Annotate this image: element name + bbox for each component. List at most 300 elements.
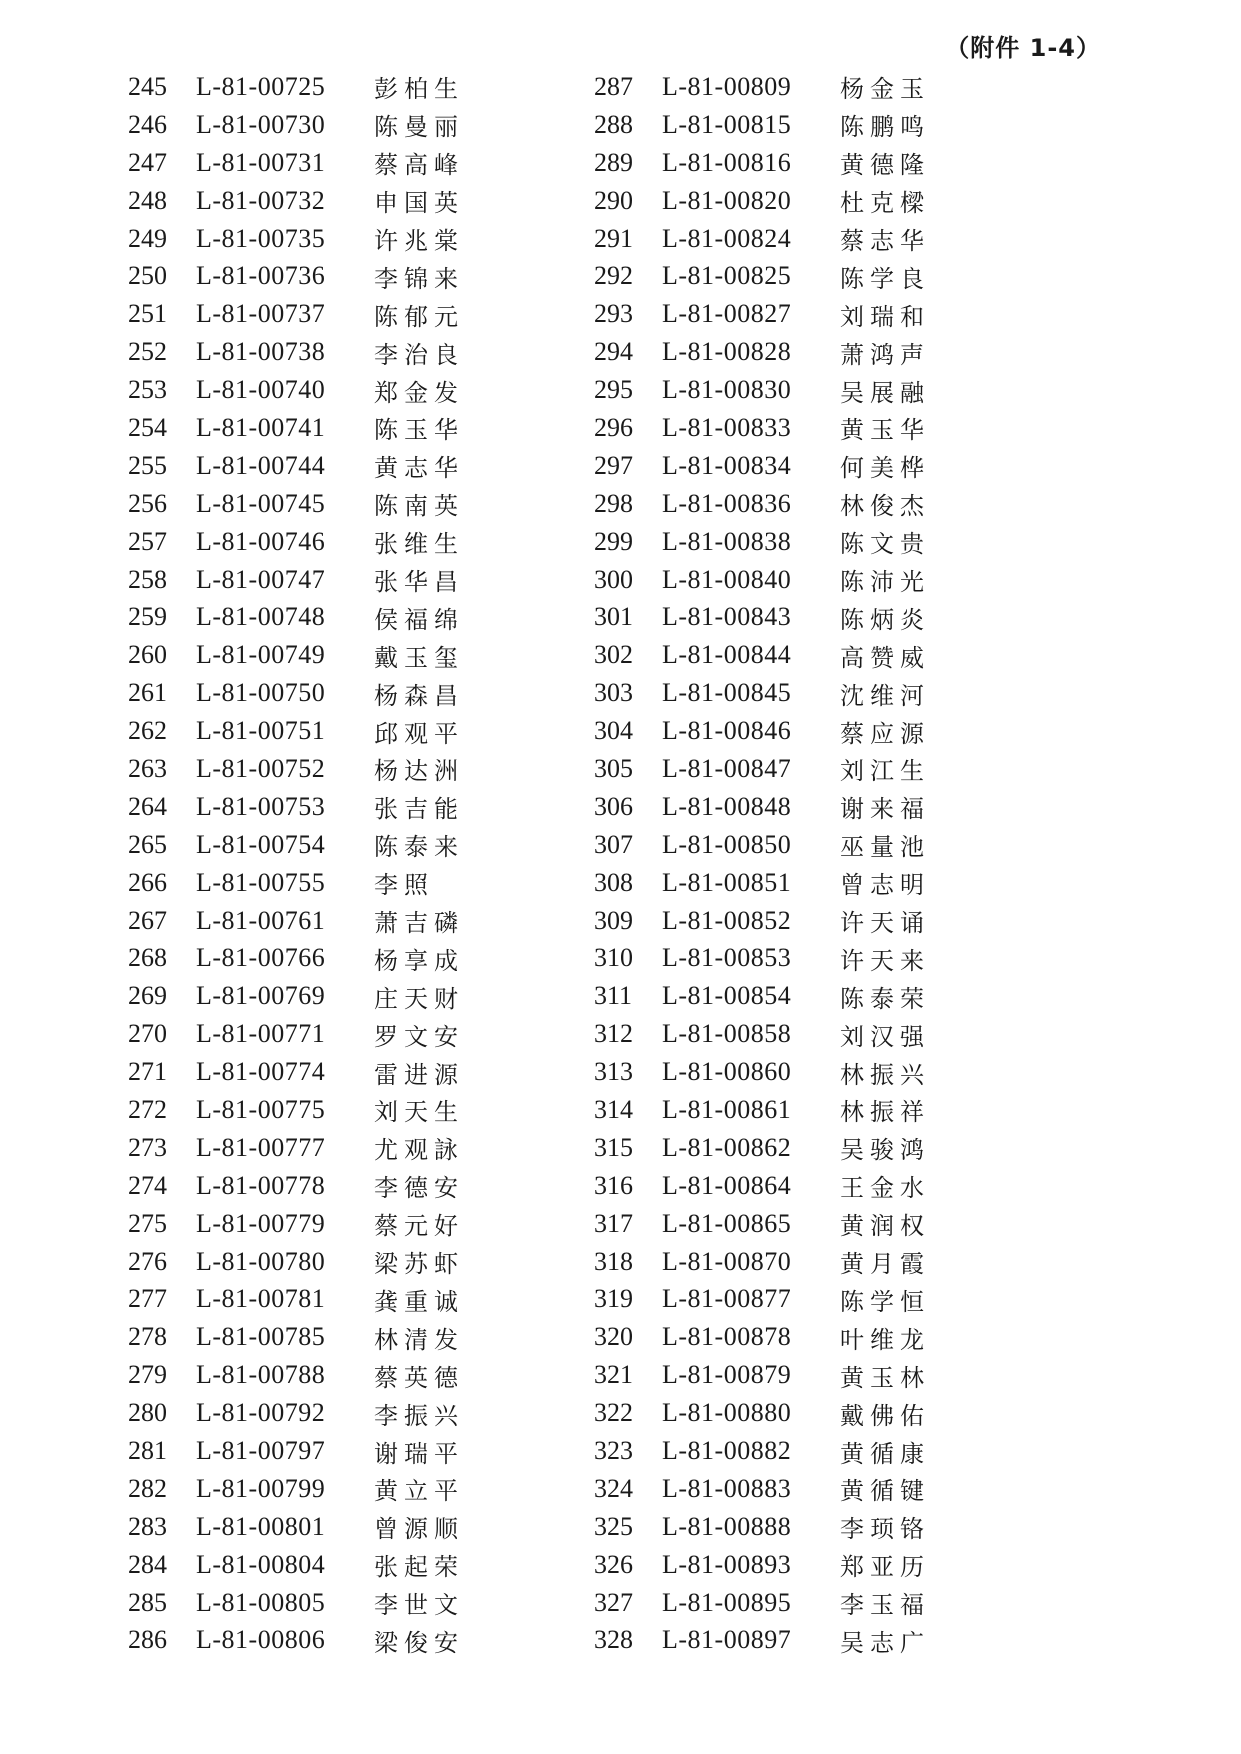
registration-code: L-81-00781 (196, 1284, 326, 1314)
person-name: 吴展融 (840, 378, 930, 407)
entry-number: 294 (594, 337, 633, 367)
registration-code: L-81-00870 (662, 1246, 792, 1276)
list-item (594, 1281, 1054, 1319)
right-column (594, 68, 1054, 1659)
entry-number: 264 (128, 791, 167, 821)
list-item (128, 902, 588, 940)
registration-code: L-81-00809 (662, 71, 792, 101)
registration-code: L-81-00840 (662, 564, 792, 594)
entry-number: 306 (594, 791, 633, 821)
person-name: 罗文安 (374, 1022, 464, 1051)
registration-code: L-81-00895 (662, 1587, 792, 1617)
list-item (128, 144, 588, 182)
person-name: 李锦来 (374, 264, 464, 293)
entry-number: 263 (128, 753, 167, 783)
person-name: 黄德隆 (840, 151, 930, 180)
entry-number: 320 (594, 1322, 633, 1352)
list-item (128, 295, 588, 333)
person-name: 黄循键 (840, 1477, 930, 1506)
registration-code: L-81-00864 (662, 1170, 792, 1200)
registration-code: L-81-00844 (662, 640, 792, 670)
registration-code: L-81-00774 (196, 1057, 326, 1087)
list-item (128, 1508, 588, 1546)
person-name: 张华昌 (374, 568, 464, 597)
entry-number: 255 (128, 450, 167, 480)
entry-number: 258 (128, 564, 167, 594)
entry-number: 299 (594, 526, 633, 556)
list-item (594, 1129, 1054, 1167)
entry-number: 291 (594, 223, 633, 253)
registration-code: L-81-00883 (662, 1473, 792, 1503)
person-name: 叶维龙 (840, 1325, 930, 1354)
person-name: 陈曼丽 (374, 113, 464, 142)
entry-number: 312 (594, 1019, 633, 1049)
entry-number: 270 (128, 1019, 167, 1049)
list-item (128, 1470, 588, 1508)
entry-number: 327 (594, 1587, 633, 1617)
person-name: 吴骏鸿 (840, 1136, 930, 1165)
entry-number: 314 (594, 1094, 633, 1124)
entry-number: 324 (594, 1473, 633, 1503)
registration-code: L-81-00799 (196, 1473, 326, 1503)
person-name: 林振祥 (840, 1098, 930, 1127)
list-item (594, 1432, 1054, 1470)
registration-code: L-81-00752 (196, 753, 326, 783)
list-item (594, 598, 1054, 636)
list-item (128, 220, 588, 258)
list-item (128, 674, 588, 712)
person-name: 郑金发 (374, 378, 464, 407)
entry-number: 262 (128, 716, 167, 746)
entry-number: 297 (594, 450, 633, 480)
person-name: 林俊杰 (840, 492, 930, 521)
entry-number: 285 (128, 1587, 167, 1617)
registration-code: L-81-00766 (196, 943, 326, 973)
entry-number: 326 (594, 1549, 633, 1579)
list-item (128, 1243, 588, 1281)
entry-number: 272 (128, 1094, 167, 1124)
entry-number: 275 (128, 1208, 167, 1238)
person-name: 曾源顺 (374, 1515, 464, 1544)
list-item (128, 1281, 588, 1319)
list-item (594, 1091, 1054, 1129)
person-name: 侯福绵 (374, 605, 464, 634)
person-name: 萧鸿声 (840, 340, 930, 369)
entry-number: 245 (128, 71, 167, 101)
person-name: 庄天财 (374, 984, 464, 1013)
registration-code: L-81-00880 (662, 1398, 792, 1428)
person-name: 刘瑞和 (840, 302, 930, 331)
list-item (128, 371, 588, 409)
entry-number: 284 (128, 1549, 167, 1579)
entry-number: 293 (594, 299, 633, 329)
entry-number: 279 (128, 1360, 167, 1390)
registration-code: L-81-00725 (196, 71, 326, 101)
entry-number: 261 (128, 678, 167, 708)
entry-number: 308 (594, 867, 633, 897)
entry-number: 311 (594, 981, 633, 1011)
list-item (594, 1584, 1054, 1622)
list-item (594, 939, 1054, 977)
entry-number: 246 (128, 109, 167, 139)
list-item (128, 864, 588, 902)
registration-code: L-81-00805 (196, 1587, 326, 1617)
list-item (594, 106, 1054, 144)
list-item (594, 257, 1054, 295)
entry-number: 305 (594, 753, 633, 783)
person-name: 蔡元好 (374, 1212, 464, 1241)
registration-code: L-81-00785 (196, 1322, 326, 1352)
list-item (128, 712, 588, 750)
registration-code: L-81-00806 (196, 1625, 326, 1655)
list-item (128, 1015, 588, 1053)
list-item (128, 1205, 588, 1243)
registration-code: L-81-00828 (662, 337, 792, 367)
registration-code: L-81-00852 (662, 905, 792, 935)
registration-code: L-81-00824 (662, 223, 792, 253)
entry-number: 318 (594, 1246, 633, 1276)
entry-number: 256 (128, 488, 167, 518)
person-name: 黄月霞 (840, 1250, 930, 1279)
list-item (594, 1622, 1054, 1660)
entry-number: 302 (594, 640, 633, 670)
entry-number: 278 (128, 1322, 167, 1352)
registration-code: L-81-00779 (196, 1208, 326, 1238)
list-item (594, 864, 1054, 902)
registration-code: L-81-00858 (662, 1019, 792, 1049)
registration-code: L-81-00750 (196, 678, 326, 708)
registration-code: L-81-00834 (662, 450, 792, 480)
entry-number: 247 (128, 147, 167, 177)
list-item (128, 1053, 588, 1091)
registration-code: L-81-00878 (662, 1322, 792, 1352)
list-item (128, 1394, 588, 1432)
attachment-label: （附件 1-4） (945, 34, 1101, 62)
entry-number: 250 (128, 261, 167, 291)
registration-code: L-81-00801 (196, 1511, 326, 1541)
entry-number: 303 (594, 678, 633, 708)
registration-code: L-81-00730 (196, 109, 326, 139)
registration-code: L-81-00815 (662, 109, 792, 139)
entry-number: 259 (128, 602, 167, 632)
registration-code: L-81-00897 (662, 1625, 792, 1655)
person-name: 黄玉林 (840, 1363, 930, 1392)
person-name: 刘汉强 (840, 1022, 930, 1051)
entry-number: 268 (128, 943, 167, 973)
registration-code: L-81-00888 (662, 1511, 792, 1541)
entry-number: 277 (128, 1284, 167, 1314)
list-item (128, 1356, 588, 1394)
person-name: 张起荣 (374, 1553, 464, 1582)
registration-code: L-81-00825 (662, 261, 792, 291)
list-item (128, 939, 588, 977)
person-name: 陈学良 (840, 264, 930, 293)
list-item (594, 712, 1054, 750)
registration-code: L-81-00744 (196, 450, 326, 480)
person-name: 陈南英 (374, 492, 464, 521)
list-item (594, 1546, 1054, 1584)
person-name: 谢瑞平 (374, 1439, 464, 1468)
entry-number: 317 (594, 1208, 633, 1238)
list-item (128, 485, 588, 523)
list-item (594, 788, 1054, 826)
registration-code: L-81-00877 (662, 1284, 792, 1314)
person-name: 杨享成 (374, 946, 464, 975)
list-item (128, 826, 588, 864)
entry-number: 251 (128, 299, 167, 329)
registration-code: L-81-00737 (196, 299, 326, 329)
person-name: 许天来 (840, 946, 930, 975)
registration-code: L-81-00845 (662, 678, 792, 708)
entry-number: 249 (128, 223, 167, 253)
list-item (594, 1318, 1054, 1356)
registration-code: L-81-00838 (662, 526, 792, 556)
person-name: 李照 (374, 871, 434, 900)
person-name: 陈文贵 (840, 530, 930, 559)
list-item (594, 750, 1054, 788)
registration-code: L-81-00820 (662, 185, 792, 215)
entry-number: 289 (594, 147, 633, 177)
entry-number: 307 (594, 829, 633, 859)
list-item (128, 68, 588, 106)
list-item (128, 257, 588, 295)
person-name: 黄立平 (374, 1477, 464, 1506)
person-name: 陈泰来 (374, 833, 464, 862)
list-item (594, 636, 1054, 674)
entry-number: 298 (594, 488, 633, 518)
person-name: 陈炳炎 (840, 605, 930, 634)
registration-code: L-81-00747 (196, 564, 326, 594)
registration-code: L-81-00848 (662, 791, 792, 821)
list-item (594, 68, 1054, 106)
person-name: 黄志华 (374, 454, 464, 483)
person-name: 王金水 (840, 1174, 930, 1203)
person-name: 陈玉华 (374, 416, 464, 445)
registration-code: L-81-00753 (196, 791, 326, 821)
registration-code: L-81-00788 (196, 1360, 326, 1390)
list-item (594, 144, 1054, 182)
person-name: 许天诵 (840, 909, 930, 938)
entry-number: 292 (594, 261, 633, 291)
person-name: 杨金玉 (840, 75, 930, 104)
list-item (594, 977, 1054, 1015)
registration-code: L-81-00882 (662, 1436, 792, 1465)
entry-number: 265 (128, 829, 167, 859)
list-item (128, 333, 588, 371)
registration-code: L-81-00754 (196, 829, 326, 859)
person-name: 蔡应源 (840, 719, 930, 748)
person-name: 李玉福 (840, 1591, 930, 1620)
list-item (128, 561, 588, 599)
entry-number: 328 (594, 1625, 633, 1655)
entry-number: 321 (594, 1360, 633, 1390)
entry-number: 281 (128, 1436, 167, 1465)
registration-code: L-81-00780 (196, 1246, 326, 1276)
registration-code: L-81-00777 (196, 1132, 326, 1162)
registration-code: L-81-00893 (662, 1549, 792, 1579)
person-name: 李治良 (374, 340, 464, 369)
entry-number: 323 (594, 1436, 633, 1465)
entry-number: 316 (594, 1170, 633, 1200)
entry-number: 319 (594, 1284, 633, 1314)
entry-number: 295 (594, 375, 633, 405)
list-item (594, 1508, 1054, 1546)
registration-code: L-81-00732 (196, 185, 326, 215)
list-item (594, 485, 1054, 523)
registration-code: L-81-00865 (662, 1208, 792, 1238)
registration-code: L-81-00748 (196, 602, 326, 632)
entry-number: 269 (128, 981, 167, 1011)
entry-number: 286 (128, 1625, 167, 1655)
person-name: 高赞威 (840, 643, 930, 672)
entry-number: 276 (128, 1246, 167, 1276)
list-item (594, 826, 1054, 864)
list-item (594, 220, 1054, 258)
list-item (128, 598, 588, 636)
person-name: 陈鹏鸣 (840, 113, 930, 142)
list-item (594, 371, 1054, 409)
person-name: 邱观平 (374, 719, 464, 748)
list-item (128, 1129, 588, 1167)
registration-code: L-81-00843 (662, 602, 792, 632)
person-name: 林振兴 (840, 1060, 930, 1089)
registration-code: L-81-00860 (662, 1057, 792, 1087)
person-name: 尤观詠 (374, 1136, 464, 1165)
list-item (594, 447, 1054, 485)
entry-number: 267 (128, 905, 167, 935)
entry-number: 254 (128, 412, 167, 442)
entry-number: 301 (594, 602, 633, 632)
person-name: 蔡高峰 (374, 151, 464, 180)
registration-code: L-81-00797 (196, 1436, 326, 1465)
list-item (594, 182, 1054, 220)
list-item (128, 1318, 588, 1356)
person-name: 何美桦 (840, 454, 930, 483)
registration-code: L-81-00862 (662, 1132, 792, 1162)
list-item (594, 1053, 1054, 1091)
person-name: 林清发 (374, 1325, 464, 1354)
list-item (594, 674, 1054, 712)
person-name: 杨森昌 (374, 681, 464, 710)
person-name: 曾志明 (840, 871, 930, 900)
list-item (594, 409, 1054, 447)
person-name: 萧吉磷 (374, 909, 464, 938)
person-name: 许兆棠 (374, 227, 464, 255)
person-name: 郑亚历 (840, 1553, 930, 1582)
registration-code: L-81-00771 (196, 1019, 326, 1049)
list-item (128, 1091, 588, 1129)
person-name: 陈泰荣 (840, 984, 930, 1013)
entry-number: 273 (128, 1132, 167, 1162)
entry-number: 274 (128, 1170, 167, 1200)
list-item (594, 1243, 1054, 1281)
person-name: 黄润权 (840, 1212, 930, 1241)
entry-number: 282 (128, 1473, 167, 1503)
list-item (128, 447, 588, 485)
list-item (594, 523, 1054, 561)
entry-number: 313 (594, 1057, 633, 1087)
entry-number: 283 (128, 1511, 167, 1541)
registration-code: L-81-00735 (196, 223, 326, 253)
entry-number: 300 (594, 564, 633, 594)
registration-code: L-81-00740 (196, 375, 326, 405)
list-item (128, 1584, 588, 1622)
registration-code: L-81-00778 (196, 1170, 326, 1200)
list-item (128, 636, 588, 674)
entry-number: 266 (128, 867, 167, 897)
entry-number: 309 (594, 905, 633, 935)
list-item (128, 750, 588, 788)
registration-code: L-81-00749 (196, 640, 326, 670)
registration-code: L-81-00804 (196, 1549, 326, 1579)
entry-number: 288 (594, 109, 633, 139)
person-name: 张吉能 (374, 795, 464, 824)
entry-number: 253 (128, 375, 167, 405)
person-name: 刘天生 (374, 1098, 464, 1127)
person-name: 梁苏虾 (374, 1250, 464, 1279)
person-name: 巫量池 (840, 833, 930, 862)
registration-code: L-81-00816 (662, 147, 792, 177)
list-item (594, 1015, 1054, 1053)
list-item (594, 561, 1054, 599)
list-item (594, 902, 1054, 940)
left-column (128, 68, 588, 1659)
entry-number: 310 (594, 943, 633, 973)
list-item (128, 1432, 588, 1470)
registration-code: L-81-00827 (662, 299, 792, 329)
registration-code: L-81-00792 (196, 1398, 326, 1428)
person-name: 陈郁元 (374, 302, 464, 331)
person-name: 吴志广 (840, 1628, 930, 1657)
entry-number: 248 (128, 185, 167, 215)
entry-number: 296 (594, 412, 633, 442)
registration-code: L-81-00833 (662, 412, 792, 442)
person-name: 杨达洲 (374, 757, 464, 786)
registration-code: L-81-00879 (662, 1360, 792, 1390)
list-item (594, 1356, 1054, 1394)
registration-code: L-81-00755 (196, 867, 326, 897)
registration-code: L-81-00746 (196, 526, 326, 556)
registration-code: L-81-00850 (662, 829, 792, 859)
entry-number: 257 (128, 526, 167, 556)
person-name: 龚重诚 (374, 1287, 464, 1316)
registration-code: L-81-00769 (196, 981, 326, 1011)
person-name: 戴玉玺 (374, 643, 464, 672)
list-item (128, 409, 588, 447)
entry-number: 280 (128, 1398, 167, 1428)
list-item (128, 106, 588, 144)
registration-code: L-81-00775 (196, 1094, 326, 1124)
entry-number: 322 (594, 1398, 633, 1428)
list-item (128, 788, 588, 826)
person-name: 陈学恒 (840, 1287, 930, 1316)
registration-code: L-81-00761 (196, 905, 326, 935)
person-name: 彭柏生 (374, 75, 464, 104)
person-name: 雷进源 (374, 1060, 464, 1089)
list-item (128, 1622, 588, 1660)
entry-number: 287 (594, 71, 633, 101)
entry-number: 315 (594, 1132, 633, 1162)
person-name: 黄玉华 (840, 416, 930, 445)
list-item (594, 295, 1054, 333)
person-name: 李德安 (374, 1174, 464, 1203)
registration-code: L-81-00847 (662, 753, 792, 783)
entry-number: 252 (128, 337, 167, 367)
person-name: 黄循康 (840, 1439, 930, 1468)
registration-code: L-81-00830 (662, 375, 792, 405)
person-name: 杜克樑 (840, 189, 930, 218)
registration-code: L-81-00738 (196, 337, 326, 367)
